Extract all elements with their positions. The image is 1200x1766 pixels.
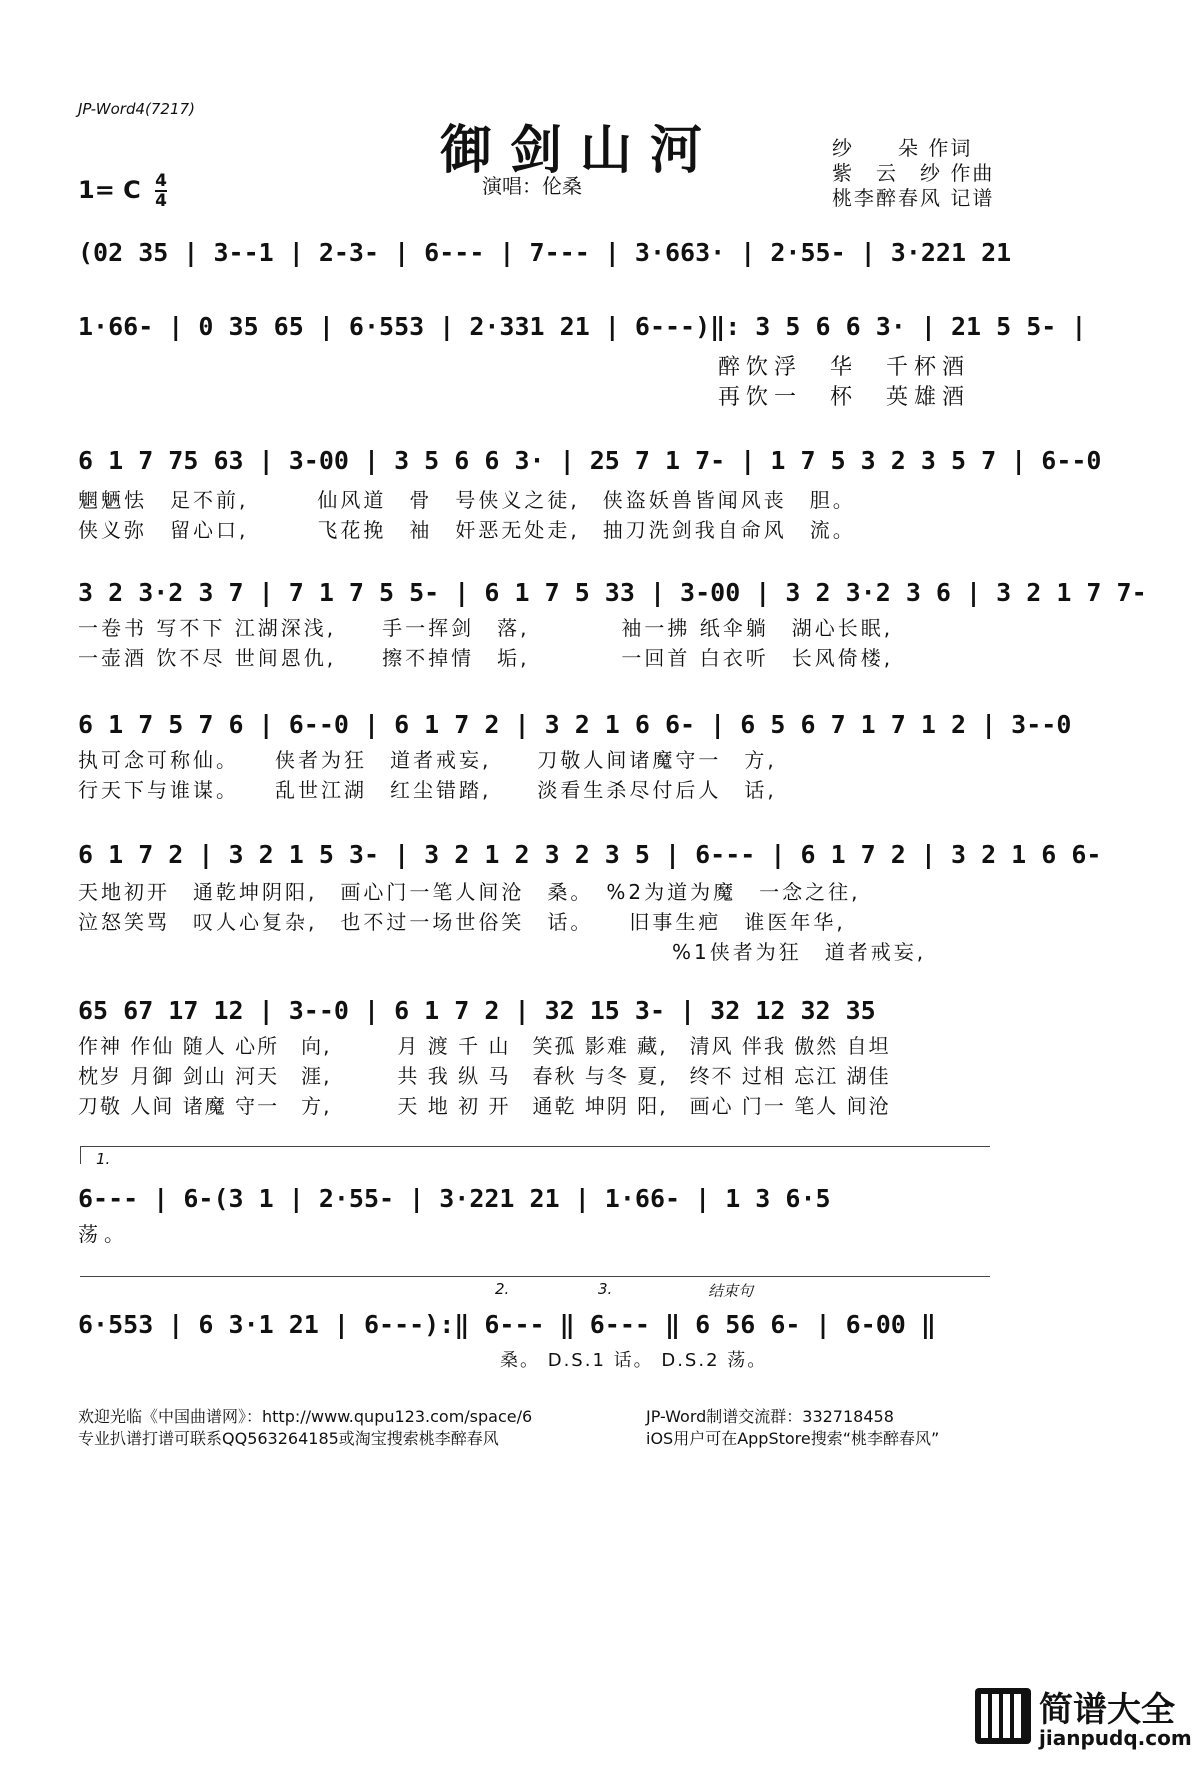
score-row-4-lyrics-1: 一卷书 写不下 江湖深浅, 手一挥剑 落, 袖一拂 纸伞躺 湖心长眠,: [78, 616, 894, 640]
score-row-5-lyrics-2: 行天下与谁谋。 乱世江湖 红尘错踏, 淡看生杀尽付后人 话,: [78, 778, 777, 802]
score-row-7-notes: 65 67 17 12 | 3--0 | 6 1 7 2 | 32 15 3- | 32 12 32 35: [78, 996, 876, 1025]
logo-url: jianpudq.com: [1039, 1726, 1192, 1750]
time-bottom: 4: [155, 191, 167, 211]
coda-label: 结束句: [708, 1282, 754, 1300]
score-row-3-lyrics-1: 魍魉怯 足不前, 仙风道 骨 号侠义之徒, 侠盗妖兽皆闻风丧 胆。: [78, 488, 856, 512]
volta-1-label: 1.: [96, 1150, 111, 1168]
score-row-4-notes: 3 2 3·2 3 7 | 7 1 7 5 5- | 6 1 7 5 33 | 3-00 | 3 2 3·2 3 6 | 3 2 1 7 7-: [78, 578, 1147, 607]
footer-line-1-right: JP-Word制谱交流群：332718458: [646, 1407, 894, 1426]
score-row-7-lyrics-2: 枕岁 月御 剑山 河天 涯, 共 我 纵 马 春秋 与冬 夏, 终不 过相 忘江 湖佳: [78, 1064, 891, 1088]
time-top: 4: [155, 171, 167, 191]
score-row-2-lyrics-1: 醉饮浮 华 千杯酒: [718, 355, 971, 380]
footer-line-2-left: 专业扒谱打谱可联系QQ563264185或淘宝搜索桃李醉春风: [78, 1429, 499, 1448]
software-label: JP-Word4(7217): [78, 100, 195, 118]
volta-line-2: [80, 1276, 990, 1277]
score-row-5-lyrics-1: 执可念可称仙。 侠者为狂 道者戒妄, 刀敬人间诸魔守一 方,: [78, 748, 777, 772]
score-row-7-lyrics-1: 作神 作仙 随人 心所 向, 月 渡 千 山 笑孤 影难 藏, 清风 伴我 傲然 自坦: [78, 1034, 891, 1058]
logo-text: 简谱大全: [1039, 1690, 1175, 1730]
composer-credit: 紫 云 纱 作曲: [832, 161, 995, 185]
key-label: 1= C: [78, 176, 141, 204]
score-row-8-lyrics-1: 荡。: [78, 1222, 130, 1246]
volta-2-label: 2.: [495, 1280, 510, 1298]
score-row-5-notes: 6 1 7 5 7 6 | 6--0 | 6 1 7 2 | 3 2 1 6 6- | 6 5 6 7 1 7 1 2 | 3--0: [78, 710, 1072, 739]
score-row-6-lyrics-3: %1侠者为狂 道者戒妄,: [672, 940, 927, 964]
score-row-6-lyrics-2: 泣怒笑骂 叹人心复杂, 也不过一场世俗笑 话。 旧事生疤 谁医年华,: [78, 910, 846, 934]
time-signature: [155, 172, 167, 210]
volta-line-1: [80, 1146, 990, 1147]
lyricist-credit: 纱 朵 作词: [832, 136, 973, 160]
site-logo: [975, 1680, 1192, 1760]
score-row-9-lyrics-1: 桑。 D.S.1 话。 D.S.2 荡。: [500, 1350, 768, 1371]
score-row-6-notes: 6 1 7 2 | 3 2 1 5 3- | 3 2 1 2 3 2 3 5 | 6--- | 6 1 7 2 | 3 2 1 6 6-: [78, 840, 1102, 869]
score-row-3-lyrics-2: 侠义弥 留心口, 飞花挽 袖 奸恶无处走, 抽刀洗剑我自命风 流。: [78, 518, 856, 542]
score-row-4-lyrics-2: 一壶酒 饮不尽 世间恩仇, 擦不掉情 垢, 一回首 白衣听 长风倚楼,: [78, 646, 894, 670]
score-row-9-notes: 6·553 | 6 3·1 21 | 6---):‖ 6--- ‖ 6--- ‖ 6 56 6- | 6-00 ‖: [78, 1310, 936, 1339]
volta-3-label: 3.: [598, 1280, 613, 1298]
footer-line-2-right: iOS用户可在AppStore搜索“桃李醉春风”: [646, 1429, 940, 1448]
volta-line-1-hook: [80, 1146, 81, 1164]
score-row-2-lyrics-2: 再饮一 杯 英雄酒: [718, 385, 971, 410]
score-row-7-lyrics-3: 刀敬 人间 诸魔 守一 方, 天 地 初 开 通乾 坤阴 阳, 画心 门一 笔人 间沧: [78, 1094, 891, 1118]
score-row-2-notes: 1·66- | 0 35 65 | 6·553 | 2·331 21 | 6---)‖: 3 5 6 6 3· | 21 5 5- |: [78, 312, 1087, 341]
footer-line-1-left: 欢迎光临《中国曲谱网》：http://www.qupu123.com/space/6: [78, 1407, 533, 1426]
piano-keys-icon: [975, 1688, 1031, 1744]
singer-credit: 演唱：伦桑: [482, 174, 582, 198]
key-signature: [78, 172, 167, 210]
song-title: 御剑山河: [440, 120, 721, 181]
transcriber-credit: 桃李醉春风 记谱: [832, 186, 995, 210]
score-row-6-lyrics-1: 天地初开 通乾坤阴阳, 画心门一笔人间沧 桑。 %2为道为魔 一念之往,: [78, 880, 861, 904]
score-row-3-notes: 6 1 7 75 63 | 3-00 | 3 5 6 6 3· | 25 7 1 7- | 1 7 5 3 2 3 5 7 | 6--0: [78, 446, 1102, 475]
score-row-8-notes: 6--- | 6-(3 1 | 2·55- | 3·221 21 | 1·66- | 1 3 6·5: [78, 1184, 831, 1213]
score-row-1-notes: (02 35 | 3--1 | 2-3- | 6--- | 7--- | 3·663· | 2·55- | 3·221 21: [78, 238, 1012, 267]
